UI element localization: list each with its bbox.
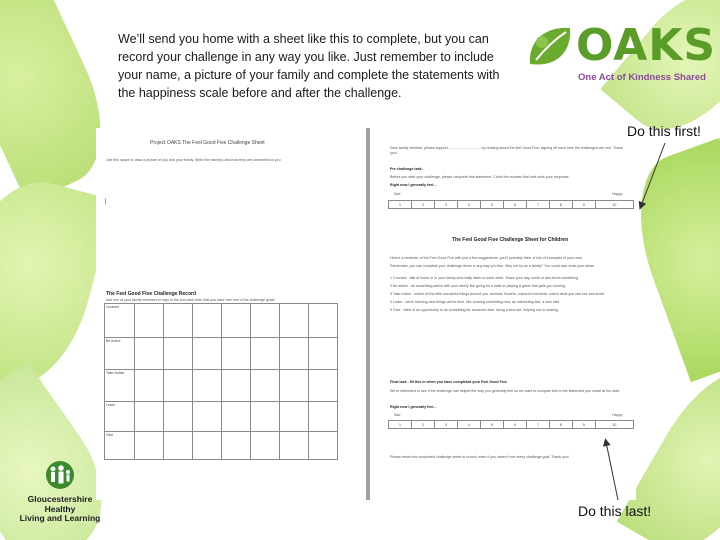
scale-cell[interactable]: 8 [549,421,572,429]
scale-high-label: Happy [612,192,623,196]
sheet2-final-task-text: We're interested to see if the challenge has helped the way you generally feel so we want to compare this to the statement you made at the start. [390,389,621,393]
scale-cell[interactable]: 8 [549,201,572,209]
table-row-label: Be Active [105,338,135,370]
guide-paragraph: 5 Give - think of an opportunity to do something for someone else, doing a kind act, helping out or sharing. [390,308,559,312]
sheet2-pre-task-text: Before you start your challenge, please complete this statement. Circle the number that best suits your response. [390,175,570,179]
callout-do-this-last: Do this last! [578,503,652,519]
arrow-to-bottom-scale [606,442,618,500]
sheet2-pre-task-heading: Pre challenge task: [390,167,423,171]
scale-cell[interactable]: 2 [411,421,434,429]
guide-paragraph: 3 Take notice - notice all the little wonderful things around you, animals, flowers, colourful moments; notice what you can see and smell. [390,292,606,296]
sheet2-footer: Please return the completed challenge sheet to school, even if you haven't met every challenge goal. Thank you! [390,455,570,459]
guide-paragraph: 4 Learn - we're learning new things all the time, like cooking something new, an interesting fact, a new skill. [390,300,560,304]
sheet2-supporter-note: Dear family member, please support ................................ by reading about the feel Good Five, signing off each time the challenges are met. Thank you! [390,146,623,155]
logo-wordmark: OAKS [576,20,717,71]
scale-high-label: Happy [612,413,623,417]
scale-cell[interactable]: 4 [457,201,480,209]
sheet1-title: Project OAKS The Feel Good Five Challenge Sheet [150,140,265,146]
ghl-logo [14,460,106,524]
arrow-to-top-scale [641,143,665,206]
family-figures-icon [40,460,80,490]
scale-cell[interactable]: 9 [572,421,595,429]
table-row-label: Give [105,432,135,460]
scale-cell[interactable]: 3 [434,421,457,429]
sheet2-guide-title: The Feel Good Five Challenge Sheet for Children [452,237,569,243]
guide-paragraph: Here's a reminder of the Feel Good Five with just a few suggestions, you'll probably think of lots of examples of your own. [390,256,583,260]
sheet1-cursor-mark: | [105,199,107,205]
sheet1-table-title: The Feel Good Five Challenge Record [106,291,197,297]
scale-cell[interactable]: 10 [595,421,633,429]
table-row-label: Take Notice [105,370,135,402]
ghl-line: Healthy [44,503,76,514]
scale-cell[interactable]: 4 [457,421,480,429]
scale-low-label: Sad [394,192,401,196]
scale-cell[interactable]: 5 [480,201,503,209]
guide-paragraph: 2 Be active - do something active with your family like going for a walk or playing a game that gets you moving. [390,284,566,288]
ghl-line: Living and Learning [19,513,101,523]
sheet2-final-task-heading: Final task - fill this in when you have completed your Feel Good Five [390,380,507,384]
scale-cell[interactable]: 1 [389,421,412,429]
callout-do-this-first: Do this first! [627,123,701,139]
ghl-line: Gloucestershire [27,494,93,504]
scale-cell[interactable]: 7 [526,201,549,209]
scale-cell[interactable]: 3 [434,201,457,209]
sheet1-table-intro: Ask one of your family members to sign in the box each time that you have met one of the challenge goals [106,298,275,302]
sheet1-intro: Use this space to draw a picture of you and your family. Write the name(s) and how they are connected to you [106,158,281,162]
scale-cell[interactable]: 2 [411,201,434,209]
sheet2-right-now: Right now I generally feel... [390,183,437,187]
instruction-caption: We’ll send you home with a sheet like this to complete, but you can record your challenge in any way you like. Just remember to include your name, a picture of your family and complete the statements with the happiness scale before and after the challenge. [118,32,500,100]
guide-paragraph: Remember, you can complete your challenge items in any way you like. Why not try as a family? You could also draw your ideas. [390,264,595,268]
scale-low-label: Sad [394,413,401,417]
scale-cell[interactable]: 6 [503,421,526,429]
table-row-label: Connect [105,304,135,338]
guide-paragraph: 1 Connect - talk at home or in your family and really listen to each other. Share your day, smile or ask about something. [390,276,580,280]
scale-cell[interactable]: 1 [389,201,412,209]
logo-tagline: One Act of Kindness Shared [578,72,706,83]
scale-cell[interactable]: 6 [503,201,526,209]
scale-cell[interactable]: 5 [480,421,503,429]
scale-cell[interactable]: 10 [595,201,633,209]
sheet2-right-now-after: Right now I generally feel... [390,405,437,409]
scale-cell[interactable]: 7 [526,421,549,429]
scale-cell[interactable]: 9 [572,201,595,209]
table-row-label: Learn [105,402,135,432]
